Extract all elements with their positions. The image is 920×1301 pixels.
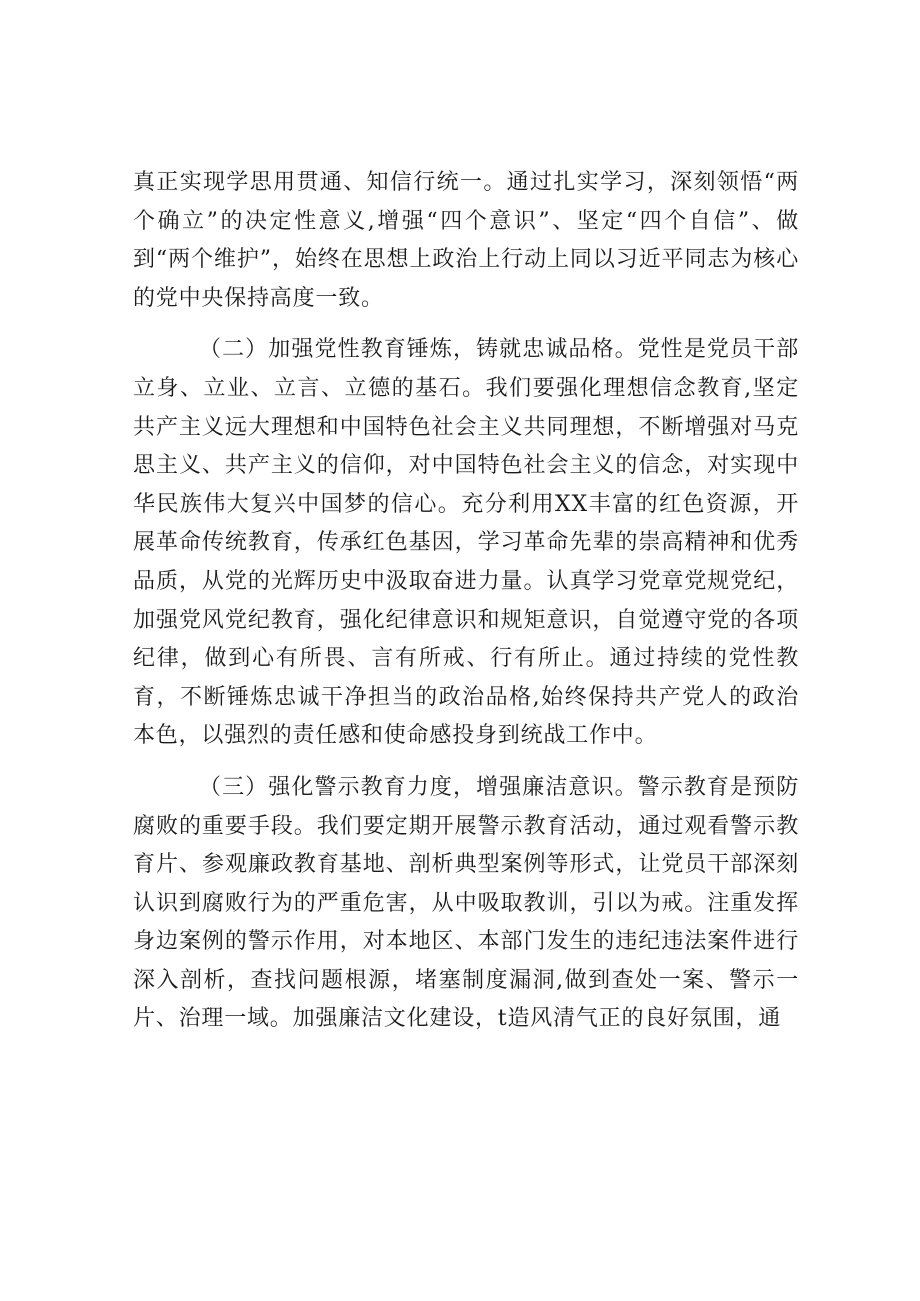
paragraph-1: 真正实现学思用贯通、知信行统一。通过扎实学习，深刻领悟“两个确立”的决定性意义,增强“四个意识”、坚定“四个自信”、做到“两个维护”，始终在思想上政治上行动上同以习近平同志为核心的党中央保持高度一致。 [133,170,799,311]
paragraph-2: （二）加强党性教育锤炼，铸就忠诚品格。党性是党员干部立身、立业、立言、立德的基石。我们要强化理想信念教育,坚定共产主义远大理想和中国特色社会主义共同理想，不断增强对马克思主义、共产主义的信仰，对中国特色社会主义的信念，对实现中华民族伟大复兴中国梦的信心。充分利用XX丰富的红色资源，开展革命传统教育，传承红色基因，学习革命先辈的崇高精神和优秀品质，从党的光辉历史中汲取奋进力量。认真学习党章党规党纪，加强党风党纪教育，强化纪律意识和规矩意识，自觉遵守党的各项纪律，做到心有所畏、言有所戒、行有所止。通过持续的党性教育，不断锤炼忠诚干净担当的政治品格,始终保持共产党人的政治本色，以强烈的责任感和使命感投身到统战工作中。 [133,337,799,749]
paragraph-3: （三）强化警示教育力度，增强廉洁意识。警示教育是预防腐败的重要手段。我们要定期开展警示教育活动，通过观看警示教育片、参观廉政教育基地、剖析典型案例等形式，让党员干部深刻认识到腐败行为的严重危害，从中吸取教训，引以为戒。注重发挥身边案例的警示作用，对本地区、本部门发生的违纪违法案件进行深入剖析，查找问题根源，堵塞制度漏洞,做到查处一案、警示一片、治理一域。加强廉洁文化建设，t造风清气正的良好氛围，通 [133,774,799,1032]
document-body [133,164,799,1039]
